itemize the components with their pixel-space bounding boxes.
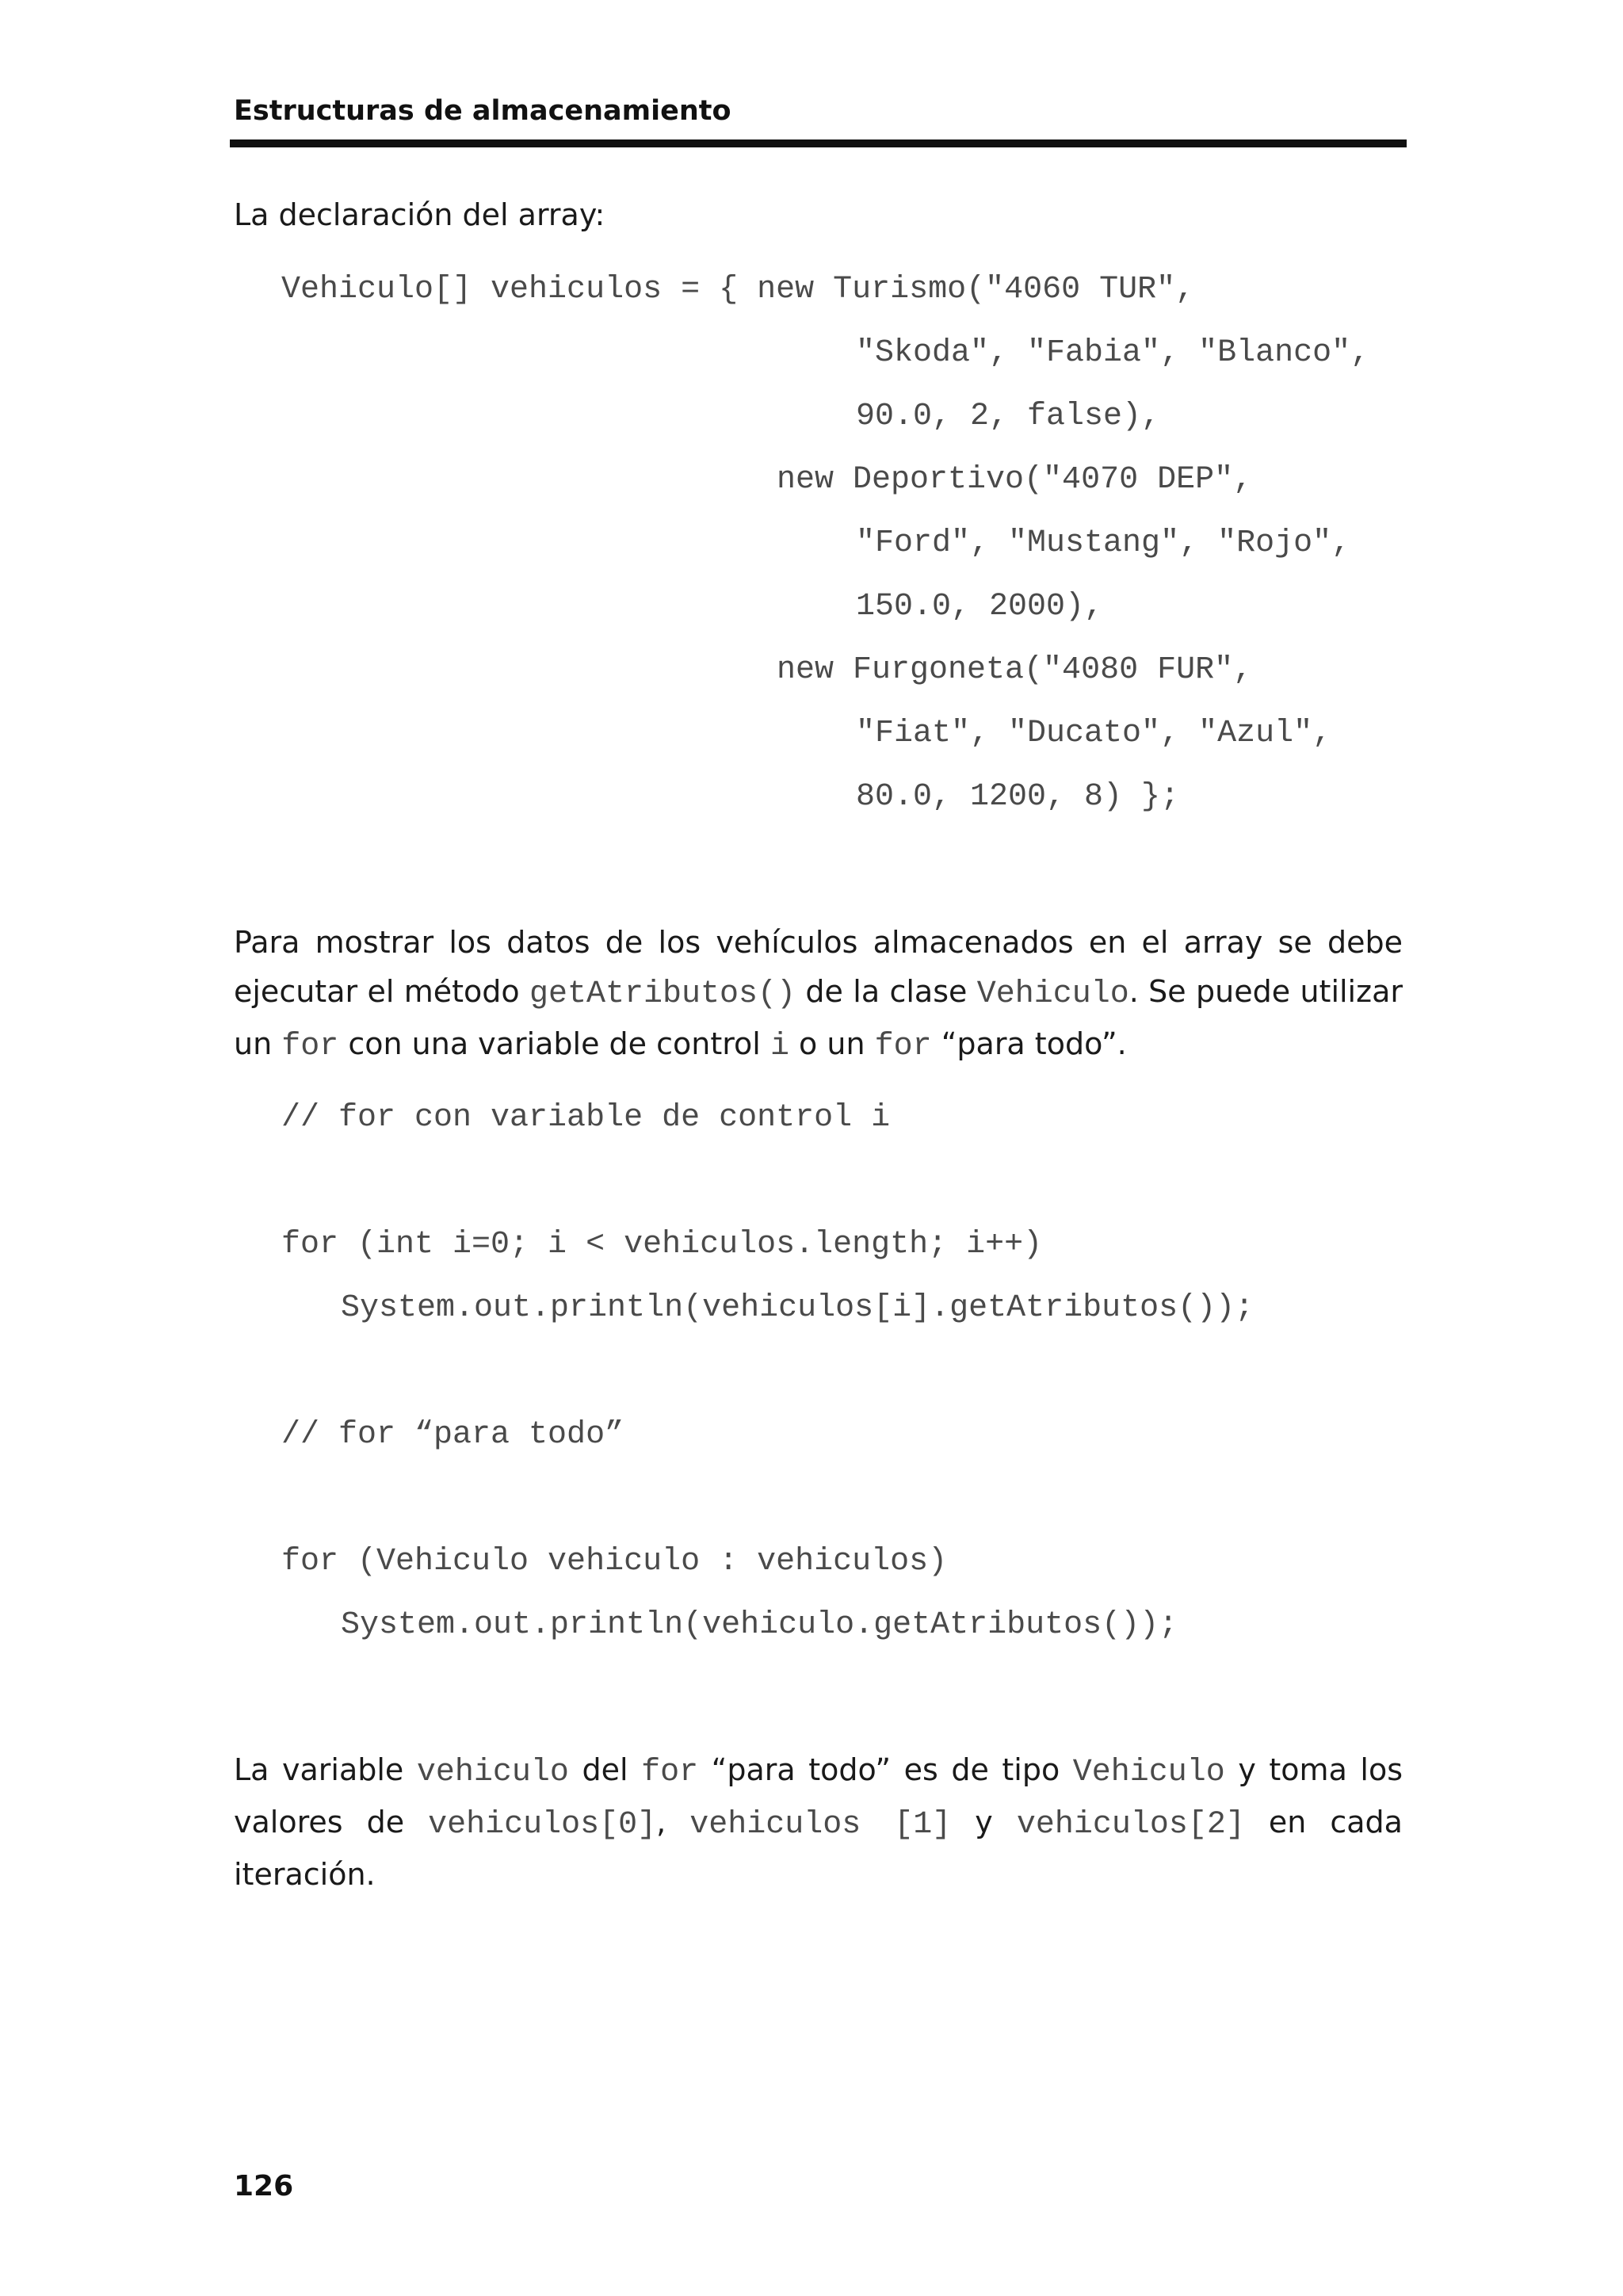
- code-line-7: new Furgoneta("4080 FUR",: [777, 652, 1253, 688]
- inline-code: for: [874, 1029, 932, 1064]
- code-comment-for-each: // for “para todo”: [281, 1417, 624, 1453]
- inline-code: for: [281, 1029, 339, 1064]
- inline-code: Vehiculo: [976, 976, 1129, 1012]
- header-rule: [230, 139, 1407, 147]
- intro-text: La declaración del array:: [234, 197, 605, 232]
- paragraph-display-data: Para mostrar los datos de los vehículos almacenados en el array se debe ejecutar el método getAtributos() de la clase Vehiculo. Se puede utilizar un for con una variable de control i o un for “para todo”.: [234, 925, 1403, 1064]
- code-line-9: 80.0, 1200, 8) };: [856, 779, 1180, 815]
- paragraph-for-each-explanation: La variable vehiculo del for “para todo” es de tipo Vehiculo y toma los valores de vehiculos[0], vehiculos [1] y vehiculos[2] en cada iteración.: [234, 1752, 1403, 1892]
- running-header-title: Estructuras de almacenamiento: [234, 95, 731, 127]
- inline-code: i: [769, 1029, 789, 1064]
- code-line-2: "Skoda", "Fabia", "Blanco",: [856, 335, 1370, 371]
- code-print-index: System.out.println(vehiculos[i].getAtributos());: [341, 1290, 1254, 1326]
- code-line-8: "Fiat", "Ducato", "Azul",: [856, 716, 1332, 751]
- code-for-each: for (Vehiculo vehiculo : vehiculos): [281, 1544, 948, 1580]
- inline-code: Vehiculo: [1072, 1755, 1225, 1790]
- inline-code: vehiculo: [416, 1755, 569, 1790]
- inline-code: vehiculos [1]: [689, 1807, 952, 1843]
- code-line-1: Vehiculo[] vehiculos = { new Turismo("4060 TUR",: [281, 272, 1195, 308]
- code-line-5: "Ford", "Mustang", "Rojo",: [856, 525, 1351, 561]
- inline-code: vehiculos[0]: [428, 1807, 657, 1843]
- inline-code: vehiculos[2]: [1016, 1807, 1245, 1843]
- code-line-4: new Deportivo("4070 DEP",: [777, 462, 1253, 498]
- code-comment-for-i: // for con variable de control i: [281, 1100, 891, 1136]
- code-line-3: 90.0, 2, false),: [856, 399, 1161, 434]
- page-number: 126: [234, 2170, 294, 2202]
- code-print-each: System.out.println(vehiculo.getAtributos());: [341, 1607, 1178, 1643]
- inline-code: getAtributos(): [529, 976, 796, 1012]
- code-line-6: 150.0, 2000),: [856, 589, 1104, 625]
- code-for-index: for (int i=0; i < vehiculos.length; i++): [281, 1227, 1043, 1263]
- inline-code: for: [641, 1755, 699, 1790]
